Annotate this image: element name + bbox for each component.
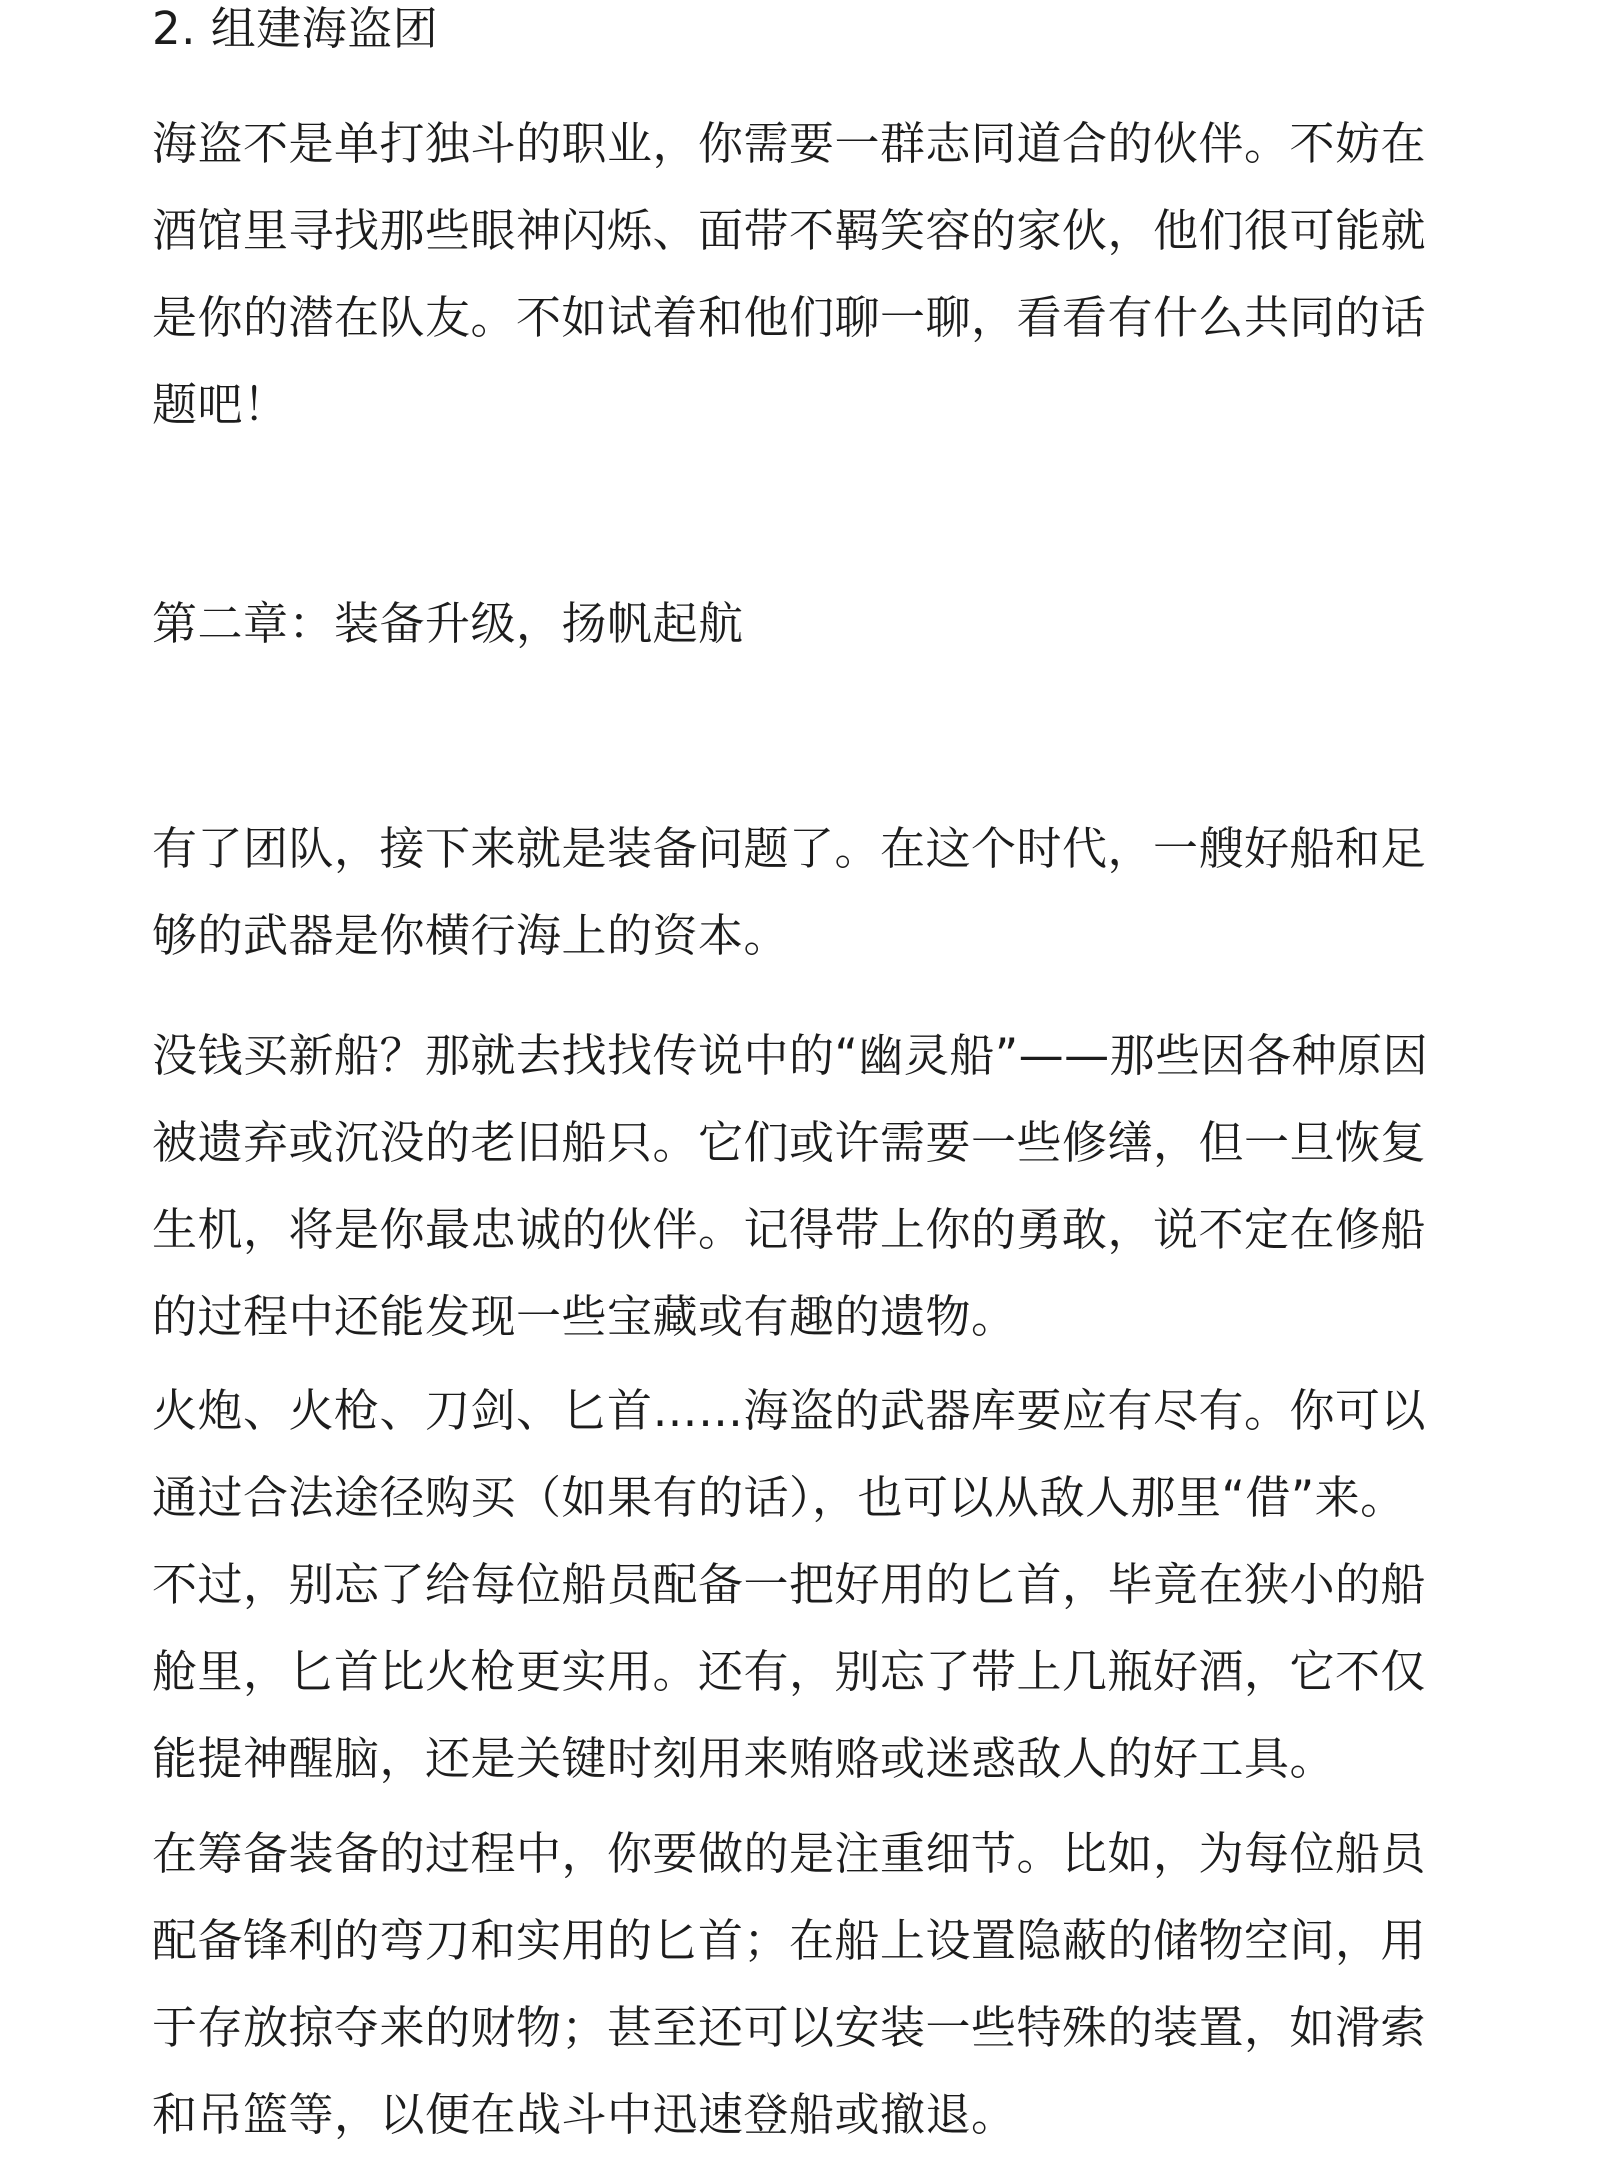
chapter-title: 第二章：装备升级，扬帆起航 [152, 597, 744, 650]
section-heading: 2. 组建海盗团 [152, 2, 439, 55]
paragraph-crew: 海盗不是单打独斗的职业，你需要一群志同道合的伙伴。不妨在 酒馆里寻找那些眼神闪烁、面带不羁笑容的家伙，他们很可能就 是你的潜在队友。不如试着和他们聊一聊，看看有什么共同的话 题吧！ [152, 117, 1427, 431]
paragraph-equipment: 有了团队，接下来就是装备问题了。在这个时代，一艘好船和足 够的武器是你横行海上的资本。 [152, 822, 1427, 962]
paragraph-weapons: 火炮、火枪、刀剑、匕首……海盗的武器库要应有尽有。你可以 通过合法途径购买（如果有的话），也可以从敌人那里“借”来。 不过，别忘了给每位船员配备一把好用的匕首，毕竟在狭小的船 舱里，匕首比火枪更实用。还有，别忘了带上几瓶好酒，它不仅 能提神醒脑，还是关键时刻用来贿赂或迷惑敌人的好工具。 [152, 1384, 1427, 1785]
paragraph-details: 在筹备装备的过程中，你要做的是注重细节。比如，为每位船员 配备锋利的弯刀和实用的匕首；在船上设置隐蔽的储物空间，用 于存放掠夺来的财物；甚至还可以安装一些特殊的装置，如滑索 和吊篮等，以便在战斗中迅速登船或撤退。 [152, 1827, 1427, 2141]
paragraph-ghost-ship: 没钱买新船？那就去找找传说中的“幽灵船”——那些因各种原因 被遗弃或沉没的老旧船只。它们或许需要一些修缮，但一旦恢复 生机，将是你最忠诚的伙伴。记得带上你的勇敢，说不定在修船 的过程中还能发现一些宝藏或有趣的遗物。 [152, 1029, 1429, 1343]
